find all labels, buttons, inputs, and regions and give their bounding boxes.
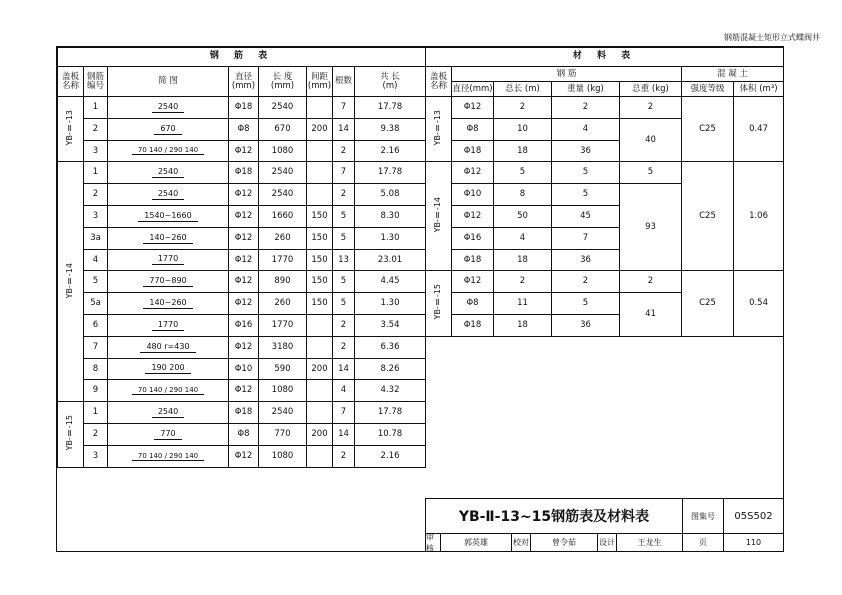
cell-weight: 45 xyxy=(552,205,620,227)
cell-no: 1 xyxy=(84,162,108,184)
cell-dia: Φ12 xyxy=(229,249,259,271)
cell-no: 3 xyxy=(84,140,108,162)
cell-len: 260 xyxy=(259,227,307,249)
mcol-len: 总长 (m) xyxy=(494,82,552,97)
cell-count: 14 xyxy=(333,358,355,380)
cell-dia: Φ16 xyxy=(229,314,259,336)
cell-count: 2 xyxy=(333,336,355,358)
rebar-sketch: 770 xyxy=(154,429,181,440)
cell-dia: Φ12 xyxy=(229,227,259,249)
header-text: 钢筋混凝土矩形立式蝶阀井 xyxy=(724,33,820,42)
rebar-sketch: 1770 xyxy=(152,254,184,265)
cell-weight: 36 xyxy=(552,314,620,336)
cell-len: 50 xyxy=(494,205,552,227)
mcol-weight: 重量 (kg) xyxy=(552,82,620,97)
mcol-cover: 盖板名称 xyxy=(426,67,452,97)
rebar-sketch: 190 200 xyxy=(145,363,190,374)
rebar-sketch: 2540 xyxy=(152,102,184,113)
col-len: 长 度 (mm) xyxy=(259,67,307,97)
cell-total-weight: 93 xyxy=(620,184,682,271)
cell-total-weight: 41 xyxy=(620,293,682,337)
cell-weight: 36 xyxy=(552,249,620,271)
atlas-number: 05S502 xyxy=(724,499,784,534)
table-row xyxy=(58,423,426,445)
cell-count: 7 xyxy=(333,162,355,184)
rebar-sketch: 1770 xyxy=(152,320,184,331)
cell-sketch xyxy=(108,402,229,424)
cell-dia: Φ12 xyxy=(229,205,259,227)
cell-dia: Φ18 xyxy=(452,314,494,336)
mcol-total-weight: 总重 (kg) xyxy=(620,82,682,97)
cell-count: 14 xyxy=(333,118,355,140)
cell-volume: 0.47 xyxy=(734,97,784,162)
table-row xyxy=(426,271,784,293)
cell-total-weight: 40 xyxy=(620,118,682,162)
cell-dia: Φ12 xyxy=(229,271,259,293)
cell-volume: 1.06 xyxy=(734,162,784,271)
cell-spacing: 150 xyxy=(307,271,333,293)
cell-sketch xyxy=(108,380,229,402)
atlas-label: 图集号 xyxy=(683,499,724,534)
cell-sketch xyxy=(108,205,229,227)
table-row xyxy=(58,402,426,424)
cell-len: 4 xyxy=(494,227,552,249)
rebar-sketch: 70 140 / 290 140 xyxy=(132,147,204,155)
cell-total-weight: 2 xyxy=(620,271,682,293)
cell-len: 590 xyxy=(259,358,307,380)
cell-spacing: 150 xyxy=(307,293,333,315)
cell-dia: Φ12 xyxy=(229,445,259,467)
cell-dia: Φ8 xyxy=(229,118,259,140)
cell-dia: Φ12 xyxy=(229,140,259,162)
cell-count: 7 xyxy=(333,97,355,119)
cell-len: 890 xyxy=(259,271,307,293)
cell-no: 2 xyxy=(84,118,108,140)
cell-len: 18 xyxy=(494,249,552,271)
checker-name: 曾令茹 xyxy=(531,534,598,552)
cell-dia: Φ12 xyxy=(452,97,494,119)
cover-name: YB-Ⅱ-15 xyxy=(426,271,452,336)
cell-len: 2540 xyxy=(259,184,307,206)
table-row xyxy=(58,205,426,227)
rebar-table-title: 钢 筋 表 xyxy=(58,48,426,67)
cell-dia: Φ10 xyxy=(229,358,259,380)
cover-name: YB-Ⅱ-14 xyxy=(426,162,452,271)
cell-total: 1.30 xyxy=(355,293,426,315)
cell-total-weight: 5 xyxy=(620,162,682,184)
col-no: 钢筋编号 xyxy=(84,67,108,97)
table-row xyxy=(58,97,426,119)
cell-sketch xyxy=(108,184,229,206)
table-row xyxy=(58,445,426,467)
cell-dia: Φ18 xyxy=(229,97,259,119)
cell-no: 5a xyxy=(84,293,108,315)
table-row xyxy=(58,358,426,380)
cell-dia: Φ8 xyxy=(452,118,494,140)
cell-sketch xyxy=(108,358,229,380)
designer-name: 王龙生 xyxy=(617,534,683,552)
design-label: 设计 xyxy=(598,534,617,552)
cell-len: 770 xyxy=(259,423,307,445)
cell-dia: Φ18 xyxy=(229,162,259,184)
cell-len: 11 xyxy=(494,293,552,315)
cell-sketch xyxy=(108,227,229,249)
cell-total: 5.08 xyxy=(355,184,426,206)
drawing-title: YB-Ⅱ-13~15钢筋表及材料表 xyxy=(426,499,683,534)
cell-spacing: 200 xyxy=(307,118,333,140)
table-row xyxy=(58,293,426,315)
rebar-sketch: 70 140 / 290 140 xyxy=(132,387,204,395)
cell-len: 2540 xyxy=(259,97,307,119)
cell-dia: Φ12 xyxy=(452,271,494,293)
cell-count: 5 xyxy=(333,271,355,293)
cell-no: 7 xyxy=(84,336,108,358)
cell-weight: 5 xyxy=(552,162,620,184)
table-row xyxy=(58,380,426,402)
rebar-sketch: 140~260 xyxy=(143,298,192,309)
cell-grade: C25 xyxy=(682,97,734,162)
cell-sketch xyxy=(108,314,229,336)
cell-no: 3 xyxy=(84,205,108,227)
cell-count: 5 xyxy=(333,293,355,315)
cell-no: 3 xyxy=(84,445,108,467)
cell-len: 2540 xyxy=(259,402,307,424)
cell-spacing xyxy=(307,184,333,206)
col-total: 共 长 (m) xyxy=(355,67,426,97)
cell-len: 18 xyxy=(494,314,552,336)
cell-no: 8 xyxy=(84,358,108,380)
cell-total: 1.30 xyxy=(355,227,426,249)
cell-total: 17.78 xyxy=(355,162,426,184)
cell-spacing: 150 xyxy=(307,249,333,271)
cell-no: 1 xyxy=(84,402,108,424)
cell-len: 2540 xyxy=(259,162,307,184)
cell-no: 6 xyxy=(84,314,108,336)
cell-len: 670 xyxy=(259,118,307,140)
table-row xyxy=(58,249,426,271)
cell-weight: 5 xyxy=(552,184,620,206)
cell-len: 2 xyxy=(494,271,552,293)
table-row xyxy=(58,162,426,184)
col-spacing: 间距 (mm) xyxy=(307,67,333,97)
cell-total: 2.16 xyxy=(355,140,426,162)
cell-dia: Φ16 xyxy=(452,227,494,249)
rebar-sketch: 2540 xyxy=(152,167,184,178)
page-number: 110 xyxy=(724,534,784,552)
cell-sketch xyxy=(108,97,229,119)
cell-no: 5 xyxy=(84,271,108,293)
cell-dia: Φ10 xyxy=(452,184,494,206)
cell-count: 2 xyxy=(333,140,355,162)
cell-no: 2 xyxy=(84,184,108,206)
mcol-grade: 强度等级 xyxy=(682,82,734,97)
cover-name: YB-Ⅱ-13 xyxy=(58,97,84,162)
mcol-concrete: 混 凝 土 xyxy=(682,67,784,82)
cell-dia: Φ8 xyxy=(452,293,494,315)
cell-dia: Φ12 xyxy=(452,205,494,227)
cell-len: 18 xyxy=(494,140,552,162)
cell-total: 6.36 xyxy=(355,336,426,358)
cell-len: 1770 xyxy=(259,249,307,271)
col-cover: 盖板名称 xyxy=(58,67,84,97)
cell-dia: Φ12 xyxy=(229,293,259,315)
cell-weight: 36 xyxy=(552,140,620,162)
cell-count: 2 xyxy=(333,184,355,206)
cell-weight: 4 xyxy=(552,118,620,140)
mcol-volume: 体积 (m³) xyxy=(734,82,784,97)
material-table-title: 材 料 表 xyxy=(426,48,784,67)
cell-no: 2 xyxy=(84,423,108,445)
cell-spacing xyxy=(307,162,333,184)
cell-weight: 5 xyxy=(552,293,620,315)
col-dia: 直径 (mm) xyxy=(229,67,259,97)
rebar-sketch: 770~890 xyxy=(143,276,192,287)
cell-spacing: 150 xyxy=(307,205,333,227)
rebar-sketch: 670 xyxy=(154,124,181,135)
rebar-sketch: 140~260 xyxy=(143,233,192,244)
mcol-dia: 直径(mm) xyxy=(452,82,494,97)
cell-count: 7 xyxy=(333,402,355,424)
cell-len: 1770 xyxy=(259,314,307,336)
review-label: 审核 xyxy=(426,534,441,552)
cell-count: 13 xyxy=(333,249,355,271)
cell-total: 8.30 xyxy=(355,205,426,227)
cell-total: 9.38 xyxy=(355,118,426,140)
cell-dia: Φ8 xyxy=(229,423,259,445)
cell-total: 4.45 xyxy=(355,271,426,293)
cell-sketch xyxy=(108,445,229,467)
cell-no: 9 xyxy=(84,380,108,402)
cell-no: 1 xyxy=(84,97,108,119)
table-row xyxy=(58,271,426,293)
rebar-table xyxy=(57,47,426,468)
cell-total-weight: 2 xyxy=(620,97,682,119)
rebar-sketch: 70 140 / 290 140 xyxy=(132,453,204,461)
table-row xyxy=(58,314,426,336)
cell-len: 5 xyxy=(494,162,552,184)
cell-sketch xyxy=(108,249,229,271)
cell-count: 5 xyxy=(333,227,355,249)
rebar-sketch: 480 r=430 xyxy=(140,342,195,353)
cell-weight: 2 xyxy=(552,97,620,119)
cell-len: 10 xyxy=(494,118,552,140)
cell-count: 2 xyxy=(333,314,355,336)
cell-spacing xyxy=(307,380,333,402)
cell-spacing: 200 xyxy=(307,423,333,445)
cell-sketch xyxy=(108,140,229,162)
cell-grade: C25 xyxy=(682,162,734,271)
cover-name: YB-Ⅱ-13 xyxy=(426,97,452,162)
cell-dia: Φ18 xyxy=(452,140,494,162)
cell-total: 8.26 xyxy=(355,358,426,380)
cell-total: 2.16 xyxy=(355,445,426,467)
cell-total: 4.32 xyxy=(355,380,426,402)
table-row xyxy=(58,140,426,162)
cell-spacing xyxy=(307,336,333,358)
cell-len: 1080 xyxy=(259,140,307,162)
cover-name: YB-Ⅱ-14 xyxy=(58,162,84,402)
check-label: 校对 xyxy=(512,534,531,552)
cell-spacing xyxy=(307,402,333,424)
cell-sketch xyxy=(108,118,229,140)
cell-sketch xyxy=(108,336,229,358)
cell-len: 1080 xyxy=(259,380,307,402)
cell-count: 2 xyxy=(333,445,355,467)
cell-total: 10.78 xyxy=(355,423,426,445)
table-row xyxy=(58,184,426,206)
page-label: 页 xyxy=(683,534,724,552)
cell-spacing xyxy=(307,97,333,119)
cell-grade: C25 xyxy=(682,271,734,336)
rebar-sketch: 2540 xyxy=(152,407,184,418)
cell-len: 2 xyxy=(494,97,552,119)
cell-spacing: 200 xyxy=(307,358,333,380)
table-row xyxy=(58,118,426,140)
cell-len: 8 xyxy=(494,184,552,206)
cell-no: 4 xyxy=(84,249,108,271)
cell-sketch xyxy=(108,271,229,293)
cell-spacing xyxy=(307,314,333,336)
col-count: 根数 xyxy=(333,67,355,97)
cell-dia: Φ12 xyxy=(229,380,259,402)
cell-count: 4 xyxy=(333,380,355,402)
cell-total: 23.01 xyxy=(355,249,426,271)
reviewer-name: 郭英雄 xyxy=(441,534,512,552)
table-row xyxy=(426,162,784,184)
mcol-steel: 钢 筋 xyxy=(452,67,682,82)
cell-sketch xyxy=(108,293,229,315)
rebar-sketch: 1540~1660 xyxy=(138,211,197,222)
table-row xyxy=(58,227,426,249)
title-block xyxy=(425,498,784,552)
cell-len: 3180 xyxy=(259,336,307,358)
rebar-sketch: 2540 xyxy=(152,189,184,200)
table-row xyxy=(426,97,784,119)
cell-len: 260 xyxy=(259,293,307,315)
cell-len: 1660 xyxy=(259,205,307,227)
cell-total: 3.54 xyxy=(355,314,426,336)
cell-len: 1080 xyxy=(259,445,307,467)
cover-name: YB-Ⅱ-15 xyxy=(58,402,84,467)
cell-dia: Φ12 xyxy=(229,184,259,206)
cell-dia: Φ18 xyxy=(452,249,494,271)
cell-dia: Φ12 xyxy=(452,162,494,184)
cell-spacing xyxy=(307,140,333,162)
cell-dia: Φ12 xyxy=(229,336,259,358)
cell-sketch xyxy=(108,423,229,445)
material-table xyxy=(425,47,784,337)
cell-total: 17.78 xyxy=(355,402,426,424)
cell-total: 17.78 xyxy=(355,97,426,119)
cell-spacing: 150 xyxy=(307,227,333,249)
cell-weight: 2 xyxy=(552,271,620,293)
cell-count: 14 xyxy=(333,423,355,445)
cell-sketch xyxy=(108,162,229,184)
table-row xyxy=(58,336,426,358)
cell-no: 3a xyxy=(84,227,108,249)
col-sketch: 简 图 xyxy=(108,67,229,97)
cell-count: 5 xyxy=(333,205,355,227)
cell-spacing xyxy=(307,445,333,467)
cell-volume: 0.54 xyxy=(734,271,784,336)
cell-weight: 7 xyxy=(552,227,620,249)
cell-dia: Φ18 xyxy=(229,402,259,424)
